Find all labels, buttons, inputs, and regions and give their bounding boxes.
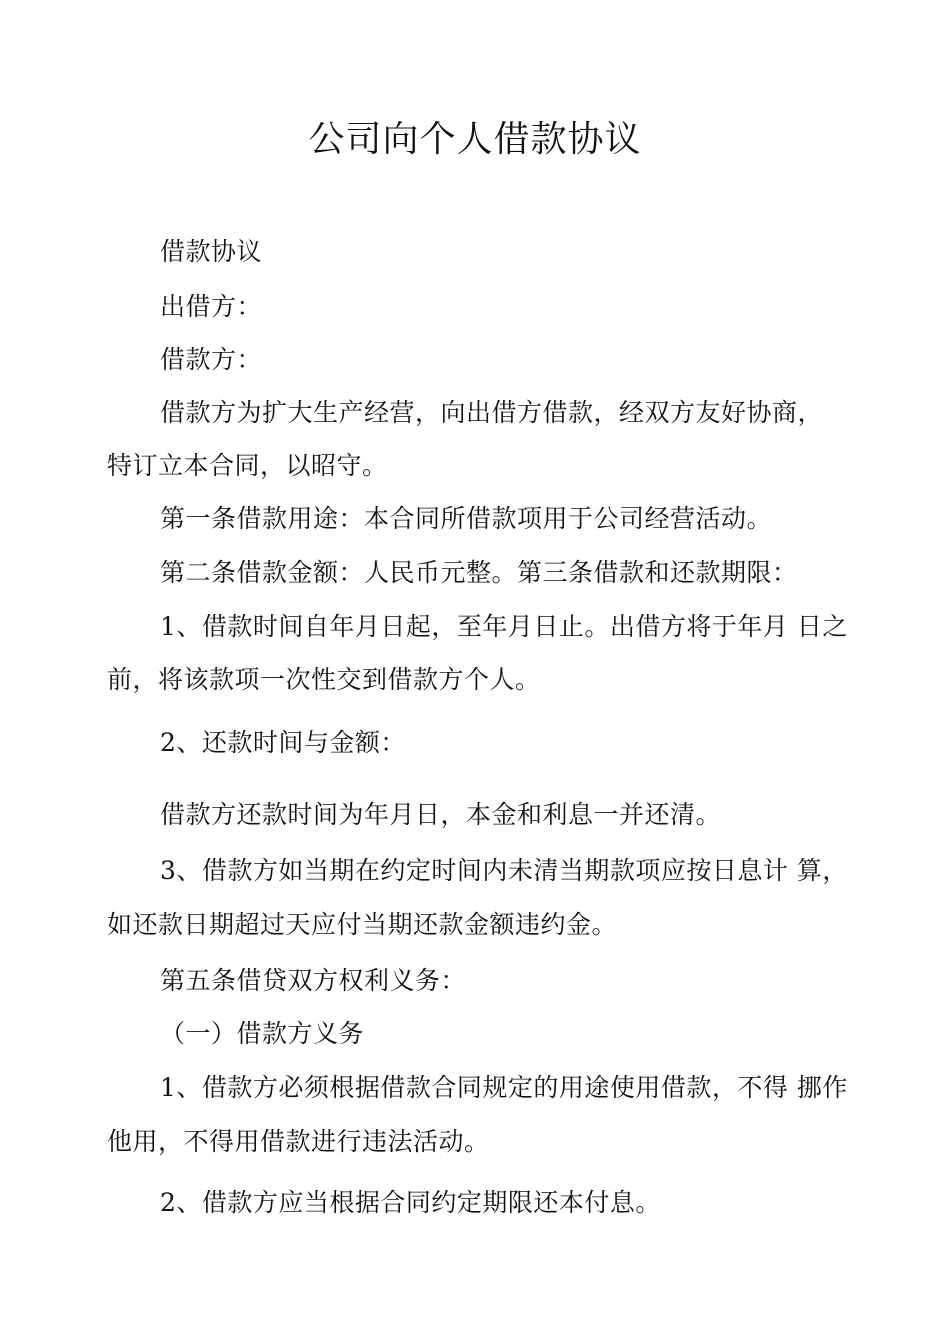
paragraph-preamble-line-2: 特订立本合同，以昭守。 [107,451,388,480]
article-2-amount: 第二条借款金额：人民币元整。第三条借款和还款期限： [160,558,798,587]
repayment-time: 借款方还款时间为年月日，本金和利息一并还清。 [160,800,722,829]
borrower-obligations-heading: （一）借款方义务 [160,1019,365,1048]
article-1-purpose: 第一条借款用途：本合同所借款项用于公司经营活动。 [160,504,773,533]
clause-1-line-1: 1、借款时间自年月日起，至年月日止。出借方将于年月 日之 [160,612,848,641]
borrower-field: 借款方： [160,345,263,374]
obligation-2: 2、借款方应当根据合同约定期限还本付息。 [160,1188,661,1217]
obligation-1-line-2: 他用，不得用借款进行违法活动。 [107,1127,490,1156]
obligation-1-line-1: 1、借款方必须根据借款合同规定的用途使用借款，不得 挪作 [160,1073,848,1102]
clause-3-line-1: 3、借款方如当期在约定时间内未清当期款项应按日息计 算， [160,856,848,885]
clause-2-heading: 2、还款时间与金额： [160,728,406,757]
article-5-heading: 第五条借贷双方权利义务： [160,966,467,995]
clause-1-line-2: 前，将该款项一次性交到借款方个人。 [107,665,541,694]
clause-3-line-2: 如还款日期超过天应付当期还款金额违约金。 [107,910,618,939]
paragraph-heading: 借款协议 [160,237,263,266]
document-title: 公司向个人借款协议 [308,119,642,160]
lender-field: 出借方： [160,292,263,321]
paragraph-preamble-line-1: 借款方为扩大生产经营，向出借方借款，经双方友好协商， [160,398,824,427]
